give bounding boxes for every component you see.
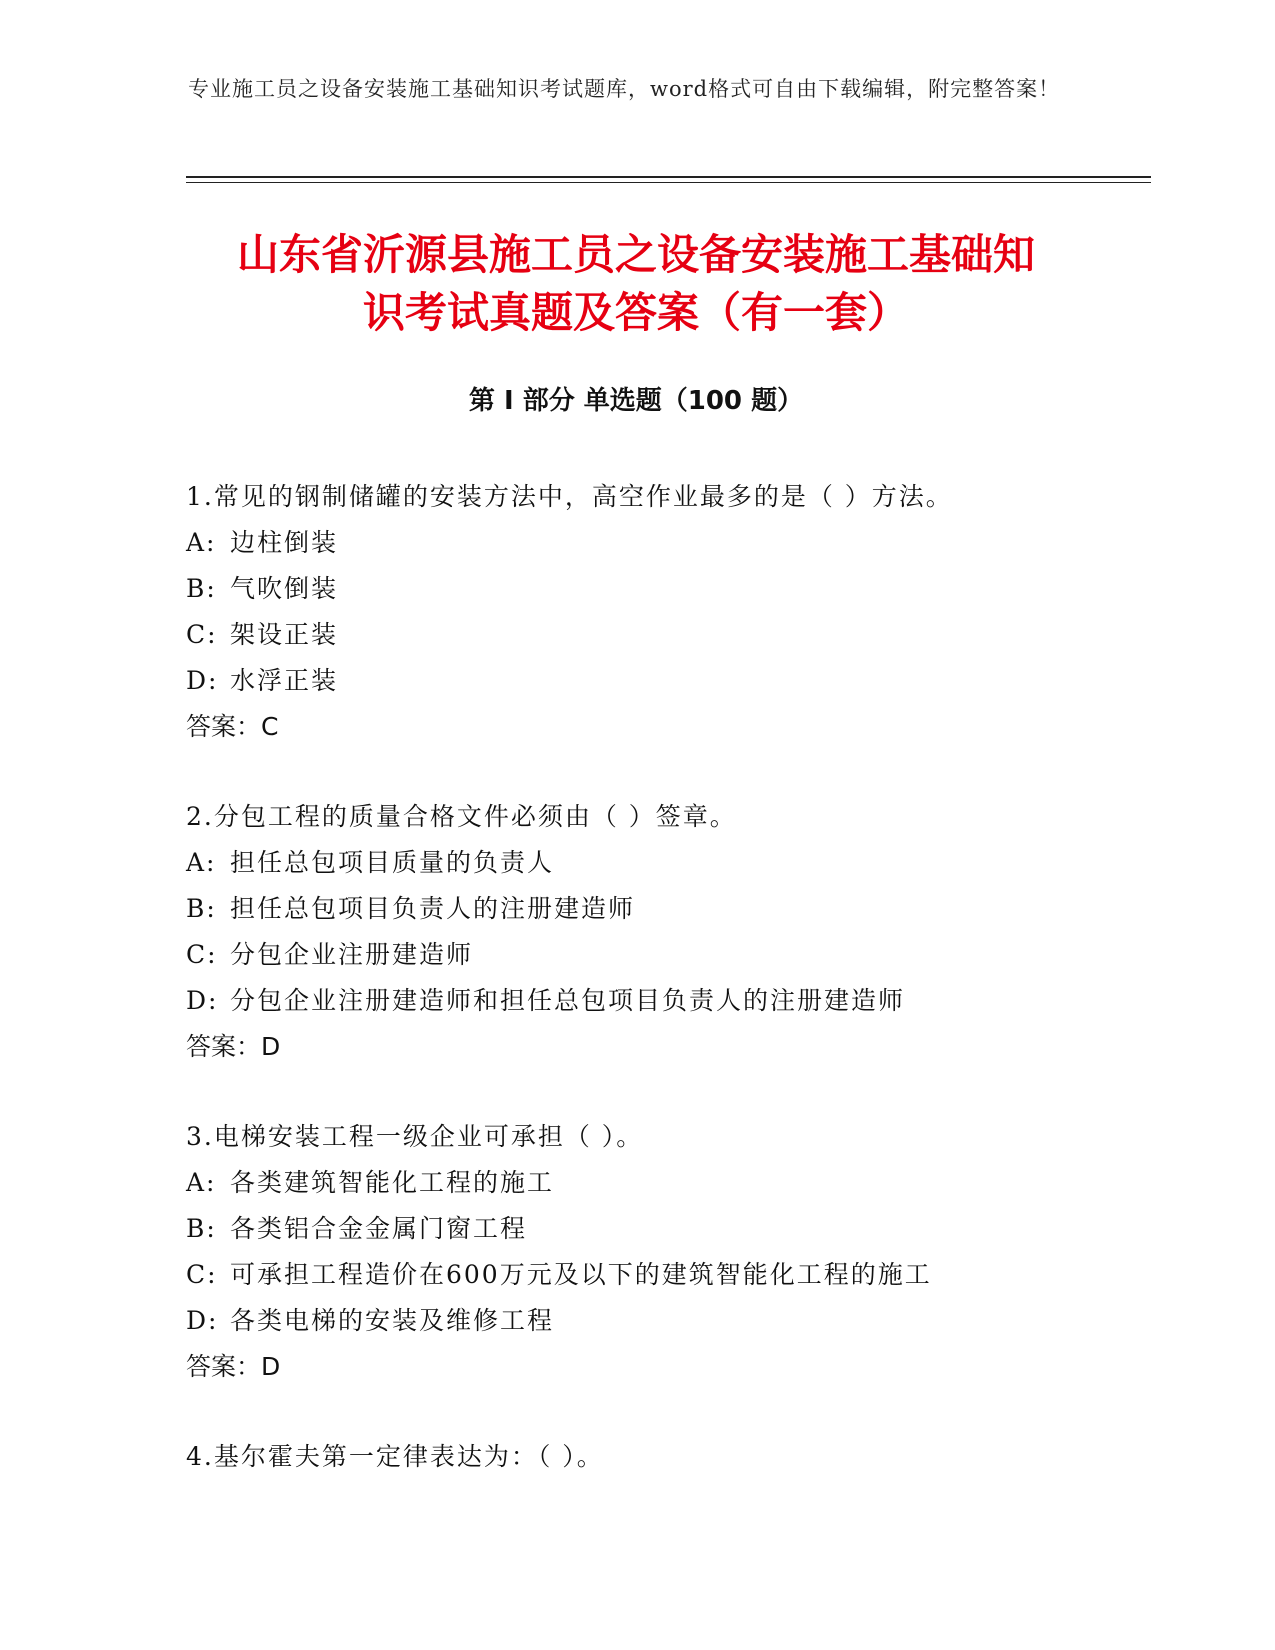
option-d <box>186 658 1146 704</box>
option-letter: D: <box>186 1306 219 1335</box>
question-3 <box>186 1114 1146 1390</box>
answer: 答案：C <box>186 712 279 741</box>
answer: 答案：D <box>186 1032 281 1061</box>
document-title <box>186 226 1086 342</box>
document-title-line-2: 识考试真题及答案（有一套） <box>362 288 909 337</box>
option-text: 架设正装 <box>230 620 339 649</box>
option-c <box>186 932 1146 978</box>
option-letter: B: <box>186 1214 217 1243</box>
option-letter: C: <box>186 620 218 649</box>
option-letter: D: <box>186 666 219 695</box>
question-2 <box>186 794 1146 1070</box>
option-letter: D: <box>186 986 219 1015</box>
option-text: 担任总包项目质量的负责人 <box>230 848 555 877</box>
option-letter: C: <box>186 1260 218 1289</box>
option-a <box>186 520 1146 566</box>
option-c <box>186 612 1146 658</box>
option-d <box>186 1298 1146 1344</box>
option-d <box>186 978 1146 1024</box>
header-divider-thick <box>186 176 1151 178</box>
option-letter: B: <box>186 574 217 603</box>
option-text: 各类建筑智能化工程的施工 <box>230 1168 555 1197</box>
question-text: 3.电梯安装工程一级企业可承担（ ）。 <box>186 1122 644 1151</box>
header-divider-thin <box>186 182 1151 183</box>
option-text: 气吹倒装 <box>230 574 339 603</box>
option-text: 水浮正装 <box>230 666 339 695</box>
option-text: 各类电梯的安装及维修工程 <box>230 1306 555 1335</box>
option-letter: B: <box>186 894 217 923</box>
option-text: 边柱倒装 <box>230 528 339 557</box>
header-note: 专业施工员之设备安装施工基础知识考试题库，word格式可自由下载编辑，附完整答案！ <box>188 77 1061 101</box>
option-b <box>186 1206 1146 1252</box>
question-4 <box>186 1434 1146 1480</box>
option-letter: C: <box>186 940 218 969</box>
option-text: 担任总包项目负责人的注册建造师 <box>230 894 636 923</box>
option-text: 分包企业注册建造师和担任总包项目负责人的注册建造师 <box>230 986 906 1015</box>
answer: 答案：D <box>186 1352 281 1381</box>
option-b <box>186 886 1146 932</box>
question-text: 4.基尔霍夫第一定律表达为：（ ）。 <box>186 1442 604 1471</box>
option-letter: A: <box>186 1168 217 1197</box>
question-list <box>186 474 1146 1524</box>
option-text: 各类铝合金金属门窗工程 <box>230 1214 528 1243</box>
question-1 <box>186 474 1146 750</box>
option-letter: A: <box>186 528 217 557</box>
option-a <box>186 840 1146 886</box>
option-letter: A: <box>186 848 217 877</box>
option-b <box>186 566 1146 612</box>
option-text: 可承担工程造价在600万元及以下的建筑智能化工程的施工 <box>230 1260 932 1289</box>
option-a <box>186 1160 1146 1206</box>
option-text: 分包企业注册建造师 <box>230 940 474 969</box>
document-title-line-1: 山东省沂源县施工员之设备安装施工基础知 <box>236 230 1035 279</box>
question-text: 1.常见的钢制储罐的安装方法中，高空作业最多的是（ ）方法。 <box>186 482 953 511</box>
option-c <box>186 1252 1146 1298</box>
question-text: 2.分包工程的质量合格文件必须由（ ）签章。 <box>186 802 737 831</box>
section-heading: 第 I 部分 单选题（100 题） <box>468 386 804 416</box>
